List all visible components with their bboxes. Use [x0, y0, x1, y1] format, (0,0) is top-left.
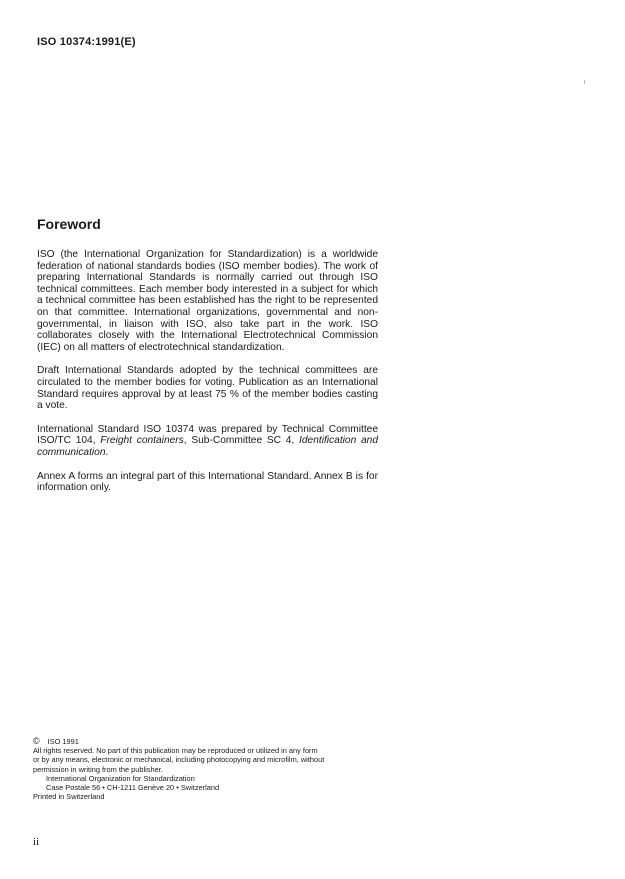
printed-in: Printed in Switzerland: [33, 792, 105, 802]
foreword-paragraph-4: Annex A forms an integral part of this International Standard. Annex B is for information only.: [37, 470, 378, 494]
foreword-paragraph-1: ISO (the International Organization for Standardization) is a worldwide federation of national standards bodies (ISO member bodies). The work of preparing International Standards is normally carried out through ISO technical committees. Each member body interested in a subject for which a technical committee has been established has the right to be represented on that committee. International organizations, governmental and non-governmental, in liaison with ISO, also take part in the work. ISO collaborates closely with the International Electrotechnical Commission (IEC) on all matters of electrotechnical standardization.: [37, 249, 378, 353]
rights-line-3: permission in writing from the publisher.: [33, 764, 163, 774]
page-number: ii: [33, 836, 40, 848]
rights-line-1: All rights reserved. No part of this publication may be reproduced or utilized in any form: [33, 746, 318, 756]
subcommittee-title: Identification and communication: [37, 435, 378, 458]
copyright-symbol: ©: [33, 736, 40, 746]
para3-text-2: , Sub-Committee SC 4,: [183, 435, 300, 447]
rights-line-2: or by any means, electronic or mechanical, including photocopying and microfilm, without: [33, 755, 325, 765]
copyright-block: [33, 737, 378, 801]
para3-text-3: .: [105, 446, 109, 458]
para3-text-1: International Standard ISO 10374 was prepared by Technical Committee ISO/TC 104,: [37, 423, 378, 447]
organization-address: Case Postale 56 • CH-1211 Genève 20 • Switzerland: [46, 783, 220, 793]
foreword-paragraph-2: Draft International Standards adopted by the technical committees are circulated to the member bodies for voting. Publication as an International Standard requires approval by at least 75 % of the member bodies casting a vote.: [37, 365, 378, 412]
document-id-header: ISO 10374:1991(E): [37, 36, 136, 48]
foreword-paragraph-3: [37, 424, 378, 459]
foreword-body: [37, 249, 378, 506]
copyright-year: ISO 1991: [47, 737, 79, 746]
foreword-title: Foreword: [37, 216, 101, 232]
copyright-year-line: [33, 737, 378, 746]
committee-title: Freight containers: [100, 435, 184, 447]
organization-name: International Organization for Standardization: [46, 773, 195, 783]
margin-mark: [584, 80, 585, 84]
